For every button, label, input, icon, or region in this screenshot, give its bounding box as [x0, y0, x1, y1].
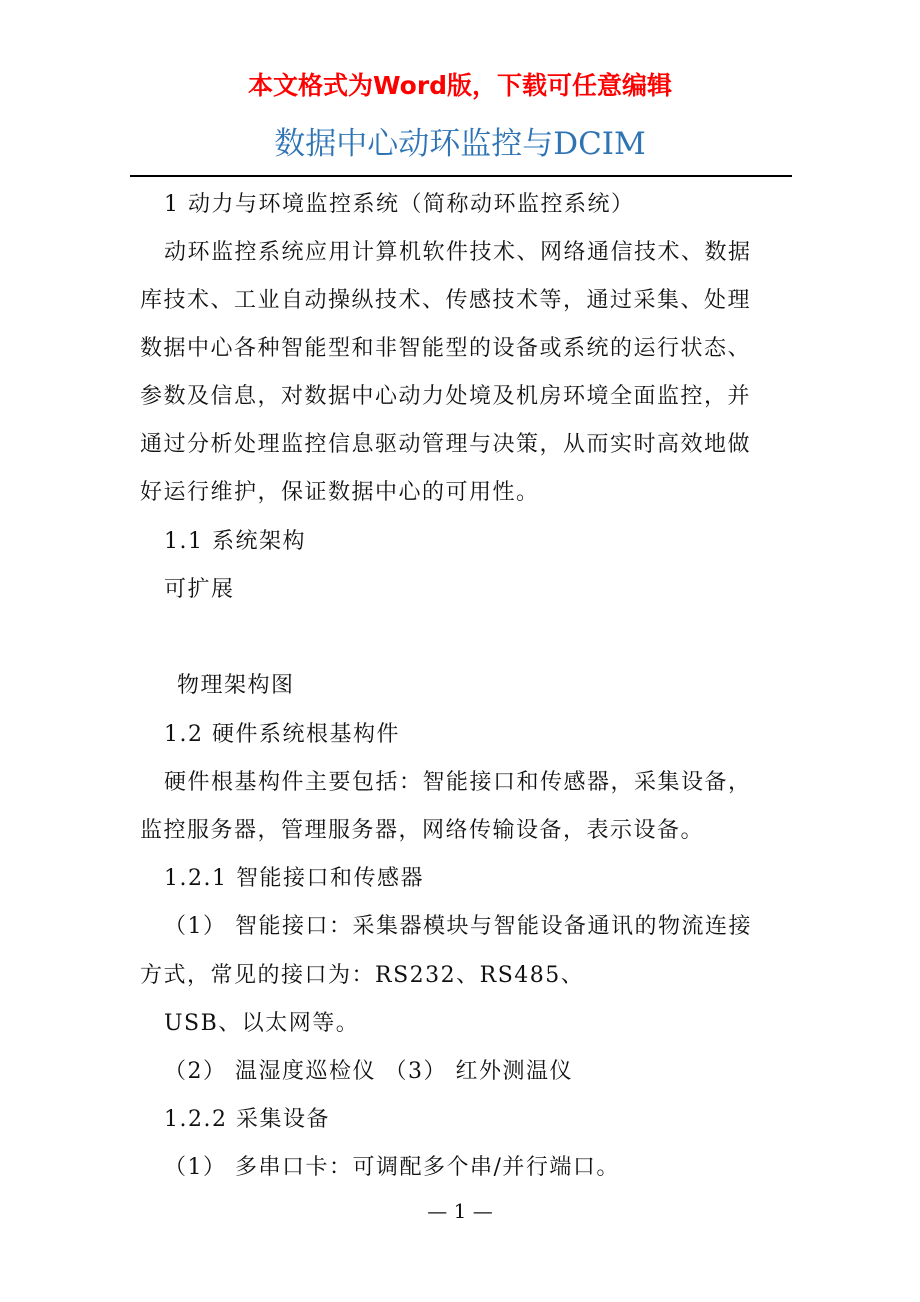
heading-1-2-1: 1.2.1 智能接口和传感器 [164, 866, 424, 891]
paragraph-line: 监控服务器，管理服务器，网络传输设备，表示设备。 [140, 818, 705, 843]
paragraph-line: 好运行维护，保证数据中心的可用性。 [140, 480, 540, 505]
heading-1: 1 动力与环境监控系统（简称动环监控系统） [164, 192, 635, 217]
paragraph-line: 库技术、工业自动操纵技术、传感技术等，通过采集、处理 [140, 288, 752, 313]
paragraph-line: 通过分析处理监控信息驱动管理与决策，从而实时高效地做 [140, 432, 752, 457]
title-divider [130, 175, 792, 177]
heading-1-2-2: 1.2.2 采集设备 [164, 1107, 330, 1132]
figure-caption: 物理架构图 [177, 673, 295, 698]
heading-1-2: 1.2 硬件系统根基构件 [164, 722, 400, 747]
paragraph-line: 方式，常见的接口为：RS232、RS485、 [140, 963, 585, 988]
page-number: — 1 — [427, 1199, 493, 1223]
heading-1-1: 1.1 系统架构 [164, 529, 306, 554]
paragraph-line: （1） 多串口卡：可调配多个串/并行端口。 [164, 1155, 620, 1180]
paragraph-line: 参数及信息，对数据中心动力处境及机房环境全面监控，并 [140, 384, 752, 409]
download-banner: 本文格式为Word版，下载可任意编辑 [247, 71, 673, 100]
paragraph-line: 硬件根基构件主要包括：智能接口和传感器，采集设备， [164, 770, 752, 795]
document-title: 数据中心动环监控与DCIM [274, 126, 646, 162]
paragraph-line: 可扩展 [164, 577, 235, 602]
paragraph-line: USB、以太网等。 [164, 1011, 360, 1036]
paragraph-line: （2） 温湿度巡检仪 （3） 红外测温仪 [164, 1059, 573, 1084]
paragraph-line: 数据中心各种智能型和非智能型的设备或系统的运行状态、 [140, 336, 752, 361]
paragraph-line: （1） 智能接口：采集器模块与智能设备通讯的物流连接 [164, 914, 752, 939]
paragraph-line: 动环监控系统应用计算机软件技术、网络通信技术、数据 [164, 240, 752, 265]
